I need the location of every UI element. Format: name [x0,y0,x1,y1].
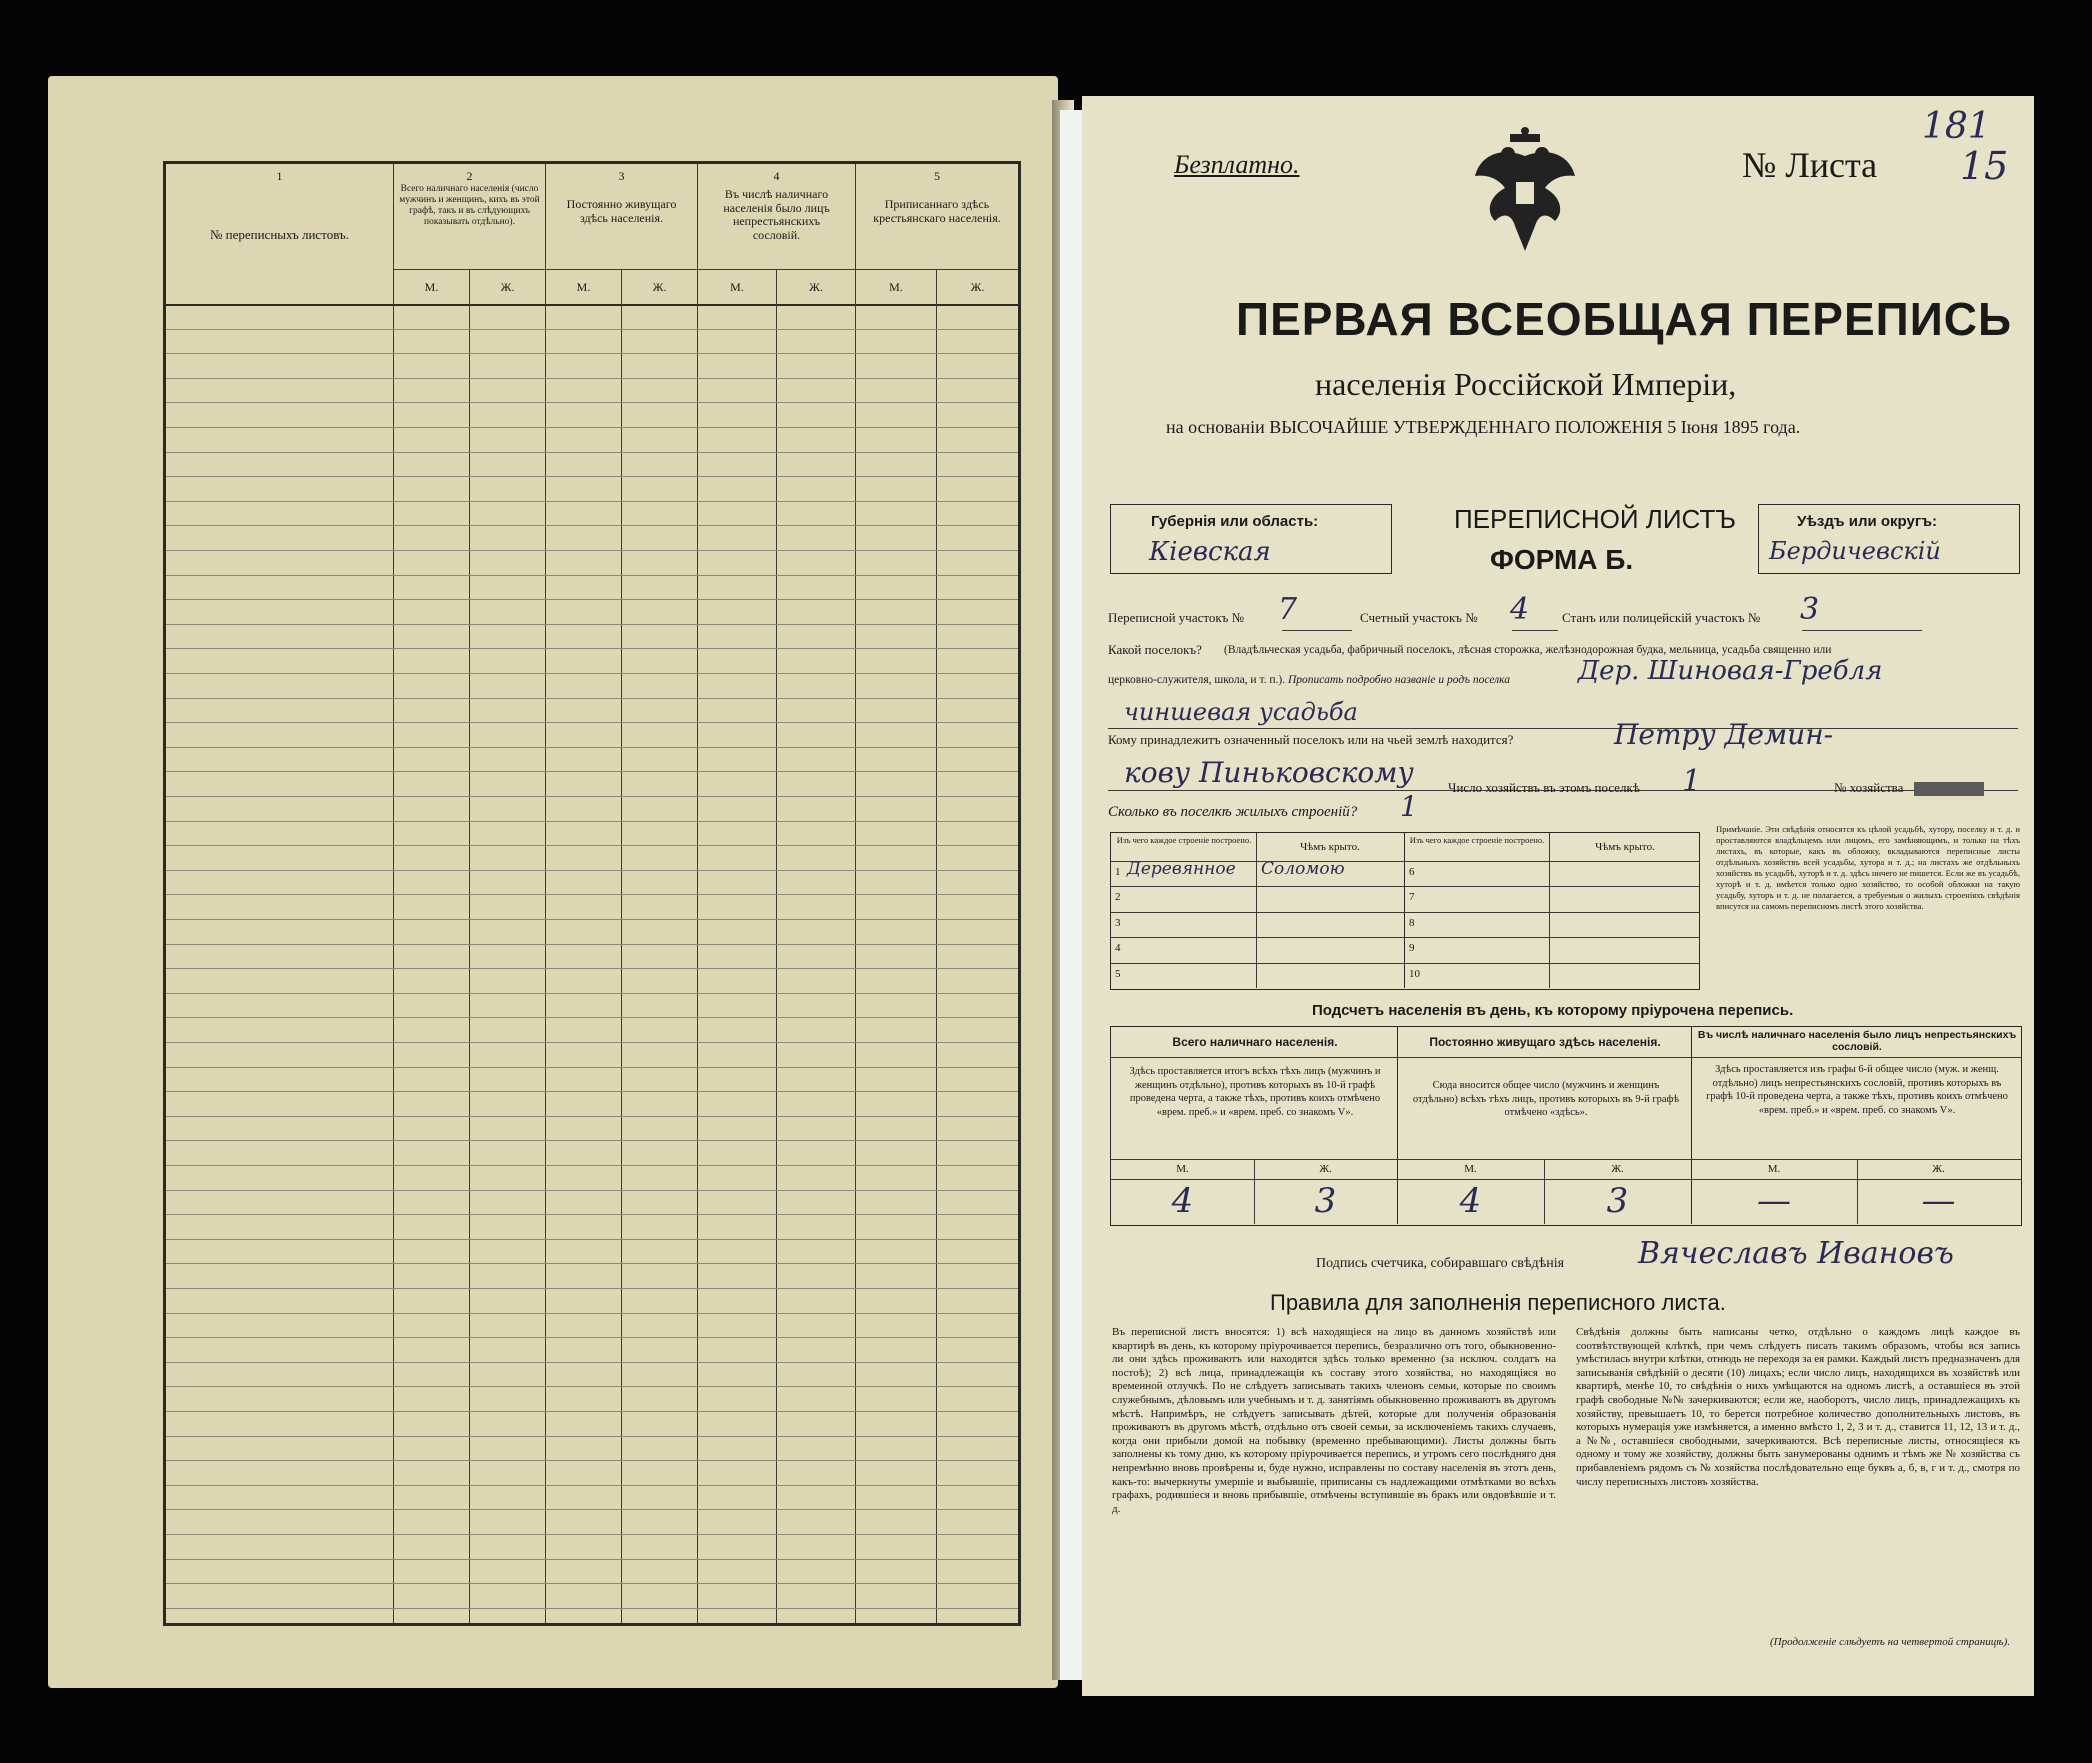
count-zh: Ж. [1932,1163,1945,1175]
count-title: Подсчетъ населенія въ день, къ которому пріурочена перепись. [1312,1002,1794,1019]
bt-col2-header: Чѣмъ крыто. [1300,841,1360,853]
tally-col-1-title: № переписныхъ листовъ. [209,226,349,242]
ruled-line [166,525,1018,526]
tally-sub-m: М. [394,269,470,304]
count-m: М. [1464,1163,1477,1175]
rules-left-text: Въ переписной листъ вносятся: 1) всѣ находящіеся на лицо въ данномъ хозяйствѣ или квартирѣ въ день, къ которому пріурочивается перепись, безразлично отъ того, обыкновенно-ли они здѣсь проживаютъ или находятся здѣсь только временно (за исключ. солдатъ на постоѣ); 2) всѣ лица, принадлежащія къ составу этого хозяйства, но находящіяся во временной отлучкѣ. По не слѣдуетъ записывать такихъ членовъ семьи, которые по своимъ служебнымъ, дѣловымъ или учебнымъ и т. д. занятіямъ обыкновенно проживаютъ въ другомъ мѣстѣ. Напримѣръ, не слѣдуетъ записывать дѣтей, которые для полученія образованія проживаютъ въ другомъ мѣстѣ, отдѣльно отъ своей семьи, за исключеніемъ такихъ случаевъ, когда они прибыли домой на побывку (временно пребывающими). Листы должны быть заполнены къ тому дню, къ которому пріурочивается перепись, и утромъ сего послѣдняго дня непремѣнно вновь провѣрены и, буде нужно, исправлены по составу населенія въ этотъ день, какъ-то: вычеркнуты умершіе и выбывшіе, приписаны съ надлежащими отмѣтками во всѣхъ графахъ, родившіеся и вновь прибывшіе, отмѣчены вступившіе въ бракъ или овдовѣвшіе и т. д. [1112,1326,1556,1515]
bt-row-number: 8 [1409,916,1415,929]
signature-value: Вячеславъ Ивановъ [1638,1236,1954,1271]
ruled-line [166,402,1018,403]
vline [1256,833,1257,988]
tally-col-5-header [856,164,1018,269]
tally-col-2-header [394,164,546,269]
ruled-line [166,1017,1018,1018]
sheet-number-label [1742,144,1877,186]
ruled-line [166,771,1018,772]
bt-row-number: 7 [1409,891,1415,904]
ruled-line [166,1263,1018,1264]
ruled-line [166,894,1018,895]
tally-col-3-num: 3 [618,169,625,183]
ruled-line [166,968,1018,969]
tally-col-5-title: Приписаннаго здѣсь крестьянскаго населенія. [873,196,1001,225]
perepis-uch-value: 7 [1278,592,1298,627]
hline [1111,912,1699,913]
sheet-number-handwritten: 181 [1922,106,1991,147]
ruled-line [166,1140,1018,1141]
ruled-line [166,747,1018,748]
tally-col-3-title: Постоянно живущаго здѣсь населенія. [566,196,677,225]
ruled-line [166,1165,1018,1166]
ruled-line [166,1190,1018,1191]
count-col1-title: Всего наличнаго населенія. [1172,1035,1338,1049]
owner-label: Кому принадлежитъ означенный поселокъ или на чьей землѣ находится? [1108,732,1514,747]
bt-row-number: 3 [1115,916,1121,929]
tally-col-4-header [698,164,856,269]
count-col2-desc: Сюда вносится общее число (мужчинъ и женщинъ отдѣльно) всѣхъ тѣхъ лицъ, противъ которыхъ въ 9-й графѣ отмѣчено «здѣсь». [1412,1080,1680,1118]
ruled-line [166,1559,1018,1560]
poselok-hint3: Прописать подробно названіе и родъ поселка [1288,674,1510,686]
tally-col-1-num: 1 [276,169,283,183]
schet-uch-value: 4 [1510,592,1530,627]
ruled-line [166,476,1018,477]
vline [1404,833,1405,988]
tally-sub-zh: Ж. [470,269,546,304]
tally-sub-zh: Ж. [777,269,856,304]
tally-col-4-title: Въ числѣ наличнаго населенія было лицъ непрестьянскихъ сословій. [723,186,830,243]
imperial-eagle-icon [1470,126,1580,256]
page-title: ПЕРВАЯ ВСЕОБЩАЯ ПЕРЕПИСЬ [1236,293,2013,345]
ruled-line [166,1239,1018,1240]
ruled-line [166,1583,1018,1584]
owner-value1: Петру Демин- [1614,718,1834,751]
vline [1549,833,1550,988]
ruled-line [166,1091,1018,1092]
count-table [1110,1026,2022,1226]
ruled-line [166,1313,1018,1314]
ruled-line [166,944,1018,945]
bt-row-number: 1 [1115,866,1121,878]
form-title: ПЕРЕПИСНОЙ ЛИСТЪ [1454,504,1736,534]
underline [1282,630,1352,631]
ruled-line [166,845,1018,846]
count-value-total-m: 4 [1171,1181,1194,1221]
bt-row-roof: Соломою [1261,859,1345,879]
tally-sub-zh: Ж. [937,269,1018,304]
underline [1802,630,1922,631]
tally-sub-m: М. [546,269,622,304]
count-value-nonpeasant-zh: — [1921,1181,1956,1221]
ruled-line [166,1386,1018,1387]
ruled-line [166,550,1018,551]
bt-row-number: 9 [1409,942,1415,955]
count-m: М. [1767,1163,1781,1175]
tally-col-2-title: Всего наличнаго населенія (число мужчинъ и женщинъ, кихъ въ этой графѣ, такъ и въ слѣдующихъ показывать отдѣльно). [399,183,540,227]
ruled-line [166,1288,1018,1289]
poselok-hint2: церковно-служителя, школа, и т. п.). [1108,674,1286,686]
hline [1111,937,1699,938]
tally-col-5-num: 5 [934,169,940,183]
ruled-line [166,993,1018,994]
uezd-label: Уѣздъ или округъ: [1797,513,1938,530]
tally-col-2-num: 2 [466,169,473,183]
count-m: М. [1176,1163,1189,1175]
uezd-box [1758,504,2020,574]
count-value-nonpeasant-m: — [1757,1181,1791,1221]
ruled-line [166,1608,1018,1609]
owner-value2: кову Пиньковскому [1124,756,1414,789]
bt-row-number: 4 [1115,942,1121,955]
tally-sub-m: М. [856,269,937,304]
ruled-line [166,1067,1018,1068]
households-value: 1 [1682,764,1702,799]
ruled-line [166,1362,1018,1363]
count-col3-desc: Здѣсь проставляется изъ графы 6-й общее число (муж. и женщ. отдѣльно) лицъ непрестьянскихъ сословій, противъ которыхъ въ графѣ 10-й проведена черта, а также тѣхъ, противъ коихъ отмѣчено «врем. преб.» и «врем. преб. со знакомъ V». [1706,1064,2008,1116]
ruled-line [166,648,1018,649]
bt-row-number: 6 [1409,866,1415,878]
tally-col-4-num: 4 [773,169,780,183]
ruled-line [166,427,1018,428]
buildings-note: Примѣчаніе. Эти свѣдѣнія относятся къ цѣлой усадьбѣ, хутору, поселку и т. д. и проставляются владѣльцемъ или лицомъ, его замѣняющимъ, и только на тѣхъ листахъ, въ которые, какъ въ обложку, вкладываются переписные листы отдѣльныхъ хозяйствъ всей усадьбы, хутора и т. д.; на листахъ же отдѣльныхъ хозяйствъ въ усадьбѣ, хуторѣ и т. д. здѣсь ничего не пишется. Если же въ усадьбѣ, хуторѣ и т. д. имѣется только одно хозяйство, то особой обложки на такую усадьбу, хуторъ и т. д. не полагается, а требуемыя о жилыхъ строеніяхъ свѣдѣнія вписутся на самомъ переписномъ листѣ этого хозяйства. [1716,824,2020,911]
hline [1111,1057,2021,1058]
ruled-line [166,1337,1018,1338]
signature-label: Подпись счетчика, собиравшаго свѣдѣнія [1316,1256,1565,1271]
tally-sub-zh: Ж. [622,269,698,304]
sheet-label-text: № Листа [1742,145,1878,185]
ruled-line [166,329,1018,330]
tally-col-3-header [546,164,698,269]
redaction-bar [1914,782,1984,796]
ruled-line [166,919,1018,920]
ruled-line [166,1411,1018,1412]
ruled-line [166,624,1018,625]
count-zh: Ж. [1319,1163,1332,1175]
ruled-line [166,452,1018,453]
ruled-line [166,353,1018,354]
tally-table [163,161,1021,1626]
hline [1111,1159,2021,1160]
ruled-line [166,378,1018,379]
count-value-perm-m: 4 [1459,1181,1482,1221]
schet-uch-label: Счетный участокъ № [1360,610,1478,625]
hline [1111,886,1699,887]
count-value-perm-zh: 3 [1606,1181,1629,1221]
buildings-table [1110,832,1700,990]
bt-row-number: 10 [1409,967,1420,980]
ruled-line [166,599,1018,600]
poselok-value1: Дер. Шиновая-Гребля [1578,656,1883,686]
ruled-line [166,1460,1018,1461]
tally-col-1-header [166,164,394,304]
count-col3-title: Въ числѣ наличнаго населенія было лицъ непрестьянскихъ сословій. [1697,1029,2017,1053]
right-page [1082,96,2034,1696]
uezd-value: Бердичевскій [1769,537,1941,565]
ruled-line [166,1436,1018,1437]
ruled-line [166,698,1018,699]
bt-col1-header: Изъ чего каждое строеніе построено. [1116,835,1252,845]
page-subtitle: населенія Россійской Имперіи, [1315,366,1737,402]
left-page [48,76,1058,1688]
hline [1111,1179,2021,1180]
ruled-line [166,1534,1018,1535]
household-no-label: № хозяйства [1834,780,1904,795]
bt-col4-header: Чѣмъ крыто. [1595,841,1655,853]
ruled-line [166,575,1018,576]
stan-label: Станъ или полицейскій участокъ № [1562,610,1761,625]
gubernia-box [1110,504,1392,574]
sheet-number2-handwritten: 15 [1960,144,2009,188]
rules-continued: (Продолженіе слѣдуетъ на четвертой страницѣ). [1770,1636,2010,1648]
ruled-line [166,821,1018,822]
rules-title: Правила для заполненія переписного листа. [1270,1290,1726,1315]
count-zh: Ж. [1611,1163,1624,1175]
count-value-total-zh: 3 [1314,1181,1337,1221]
buildings-label: Сколько въ поселкѣ жилыхъ строеній? [1108,804,1358,820]
form-subtitle: ФОРМА Б. [1490,544,1634,575]
page-basis: на основаніи ВЫСОЧАЙШЕ УТВЕРЖДЕННАГО ПОЛОЖЕНІЯ 5 Іюня 1895 года. [1166,417,1801,437]
hline [1111,963,1699,964]
ruled-line [166,1485,1018,1486]
ruled-line [166,722,1018,723]
tally-sub-m: М. [698,269,777,304]
bt-row-material: Деревянное [1127,859,1236,879]
ruled-line [166,1509,1018,1510]
bt-row-number: 2 [1115,891,1121,904]
households-label: Число хозяйствъ въ этомъ поселкѣ [1448,780,1640,795]
ruled-line [166,870,1018,871]
bt-col3-header: Изъ чего каждое строеніе построено. [1409,835,1545,845]
tally-ruled-lines [166,304,1018,1623]
ruled-line [166,1116,1018,1117]
ruled-line [166,501,1018,502]
count-col1-desc: Здѣсь проставляется итогъ всѣхъ тѣхъ лицъ (мужчинъ и женщинъ отдѣльно), противъ которыхъ въ 10-й графѣ проведена черта, а также тѣхъ, противъ коихъ отмѣчено «врем. преб.» и «врем. преб. со знакомъ V». [1129,1066,1381,1118]
bt-row-number: 5 [1115,967,1121,980]
ruled-line [166,673,1018,674]
ruled-line [166,796,1018,797]
count-col2-title: Постоянно живущаго здѣсь населенія. [1429,1035,1661,1049]
poselok-label: Какой поселокъ? [1108,642,1202,657]
ruled-line [166,1214,1018,1215]
poselok-value2: чиншевая усадьба [1124,698,1358,726]
poselok-hint: (Владѣльческая усадьба, фабричный поселокъ, лѣсная сторожка, желѣзнодорожная будка, мельница, усадьба священно или [1224,644,1832,656]
buildings-value: 1 [1400,790,1418,823]
ruled-line [166,1042,1018,1043]
rules-right-text: Свѣдѣнія должны быть написаны четко, отдѣльно о каждомъ лицѣ каждое въ соотвѣтствующей клѣткѣ, при чемъ слѣдуетъ писать такимъ образомъ, чтобы вся запись умѣстилась внутри клѣтки, отнюдь не переходя за ея рамки. Каждый листъ предназначенъ для записыванія свѣдѣній о десяти (10) лицахъ; если число лицъ, находящихся въ хозяйствѣ или квартирѣ, менѣе 10, то свѣдѣнія о нихъ умѣщаются на одномъ листѣ, а оставшіеся въ этой графѣ свободные №№ зачеркиваются; если же, наоборотъ, число лицъ, принадлежащихъ къ хозяйству, превышаетъ 10, то берется потребное количество дополнительныхъ листовъ, въ которыхъ нумерація уже измѣняется, а именно вмѣсто 1, 2, 3 и т. д., ставится 11, 12, 13 и т. д., а №№, оставшіеся свободными, зачеркиваются. Всѣ переписные листы, относящіеся къ одному и тому же хозяйству, должны быть занумерованы однимъ и тѣмъ же № хозяйства съ прибавленіемъ рядомъ съ № хозяйства послѣдовательно еще буквъ а, б, в, г и т. д., смотря по числу переписныхъ листовъ хозяйства. [1576,1326,2020,1488]
gubernia-value: Кіевская [1149,537,1271,567]
gubernia-label: Губернія или область: [1151,513,1319,530]
stan-value: 3 [1800,592,1820,627]
free-label: Безплатно. [1174,150,1300,179]
underline [1512,630,1558,631]
perepis-uch-label: Переписной участокъ № [1108,610,1245,625]
underline [1108,728,2018,729]
